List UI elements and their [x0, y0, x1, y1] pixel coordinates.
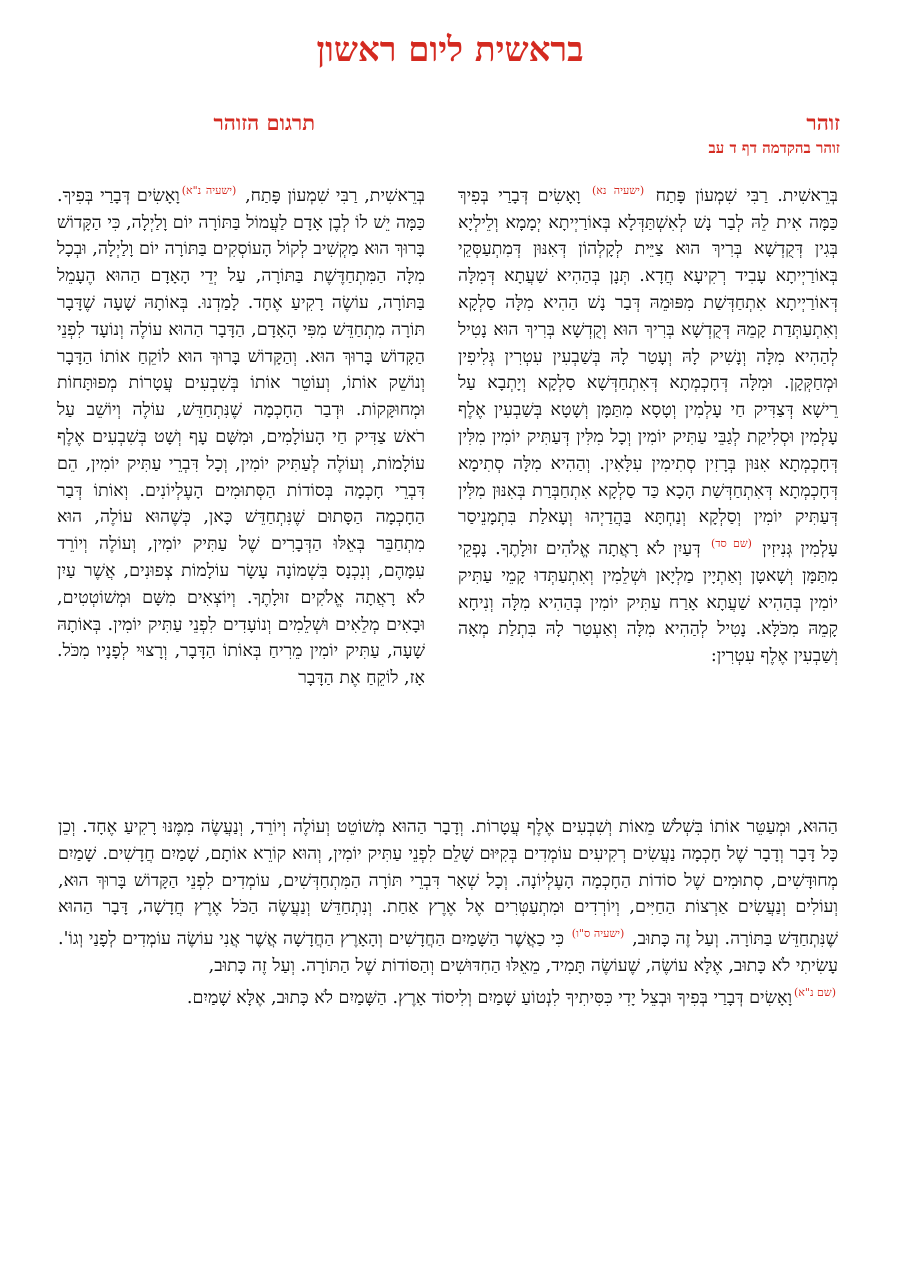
- zohar-text-part-1: בְּרֵאשִׁית. רַבִּי שִׁמְעוֹן פָּתַח: [655, 185, 838, 206]
- page-title: בראשית ליום ראשון: [316, 30, 584, 70]
- footnote-reference: (שם נ"א): [794, 985, 836, 999]
- targum-text-part-2: וָאָשִׂים דְּבָרַי בְּפִיךָ. כַּמָּה יֵשׁ לוֹ לְבֶן אָדָם לַעֲמוֹל בַּתּוֹרָה יוֹם וָלַיְלָה, כִּי הַקָּדוֹשׁ בָּרוּךְ הוּא מַקְשִׁיב לְקוֹל הָעוֹסְקִים בַּתּוֹרָה יוֹם וָלַיְלָה, וּבְכָל מִלָּה הַמִּתְחַדֶּשֶׁת בַּתּוֹרָה, עַל יְדֵי הָאָדָם הַהוּא הֶעָמֵל בַּתּוֹרָה, עוֹשֶׂה רָקִיעַ אֶחָד. לָמַדְנוּ. בְּאוֹתָהּ שָׁעָה שֶׁדָּבָר תּוֹרָה מִתְחַדֵּשׁ מִפִּי הָאָדָם, הַדָּבָר הַהוּא עוֹלֶה וְנוֹעָד לִפְנֵי הַקָּדוֹשׁ בָּרוּךְ הוּא. וְהַקָּדוֹשׁ בָּרוּךְ הוּא לוֹקֵחַ אוֹתוֹ הַדָּבָר וְנוֹשֵׁק אוֹתוֹ, וְעוֹטֵר אוֹתוֹ בְּשִׁבְעִים עֲטָרוֹת מְפוּתָּחוֹת וּמְחוּקָּקוֹת. וּדְבַר הַחָכְמָה שֶׁנִּתְחַדֵּשׁ, עוֹלֶה וְיוֹשֵׁב עַל רֹאשׁ צַדִּיק חַי הָעוֹלָמִים, וּמִשָּׁם עָף וְשָׁט בְּשִׁבְעִים אֶלֶף עוֹלָמוֹת, וְעוֹלֶה לְעַתִּיק יוֹמִין, וְכָל דִּבְרֵי עַתִּיק יוֹמִין, הֵם דִּבְרֵי חָכְמָה בְּסוֹדוֹת הַסְּתוּמִים הָעֶלְיוֹנִים. וְאוֹתוֹ דְּבַר הַחָכְמָה הַסָּתוּם שֶׁנִּתְחַדֵּשׁ כָּאן, כְּשֶׁהוּא עוֹלֶה, הוּא מִתְחַבֵּר בְּאֵלּוּ הַדְּבָרִים שֶׁל עַתִּיק יוֹמִין, וְעוֹלֶה וְיוֹרֵד עִמָּהֶם, וְנִכְנָס בִּשְׁמוֹנָה עָשָׂר עוֹלָמוֹת צְפוּנִים, אֲשֶׁר עַיִן לֹא רָאֲתָה אֱלֹקִים זוּלָתֶךָ. וְיוֹצְאִים מִשָּׁם וּמְשׁוֹטְטִים, וּבָאִים מְלֵאִים וּשְׁלֵמִים וְנוֹעָדִים לִפְנֵי עַתִּיק יוֹמִין. בְּאוֹתָהּ שָׁעָה, עַתִּיק יוֹמִין מֵרִיחַ בְּאוֹתוֹ הַדָּבָר, וְרָצוּי לְפָנָיו מִכֹּל. אָז, לוֹקֵחַ אֶת הַדָּבָר: [57, 185, 425, 689]
- footnote-reference: (ישעיה ס"ו): [571, 927, 625, 941]
- targum-continuation-text: [58, 814, 838, 1210]
- footnote-reference: (ישעיה נ"א): [181, 184, 237, 197]
- continuation-part-1: הַהוּא, וּמְעַטֵּר אוֹתוֹ בִּשְׁלֹשׁ מֵאוֹת וְשִׁבְעִים אֶלֶף עֲטָרוֹת. וְדָבָר הַהוּא מְשׁוֹטֵט וְעוֹלֶה וְיוֹרֵד, וְנַעֲשֶׂה מִמֶּנּוּ רָקִיעַ אֶחָד. וְכֵן כָּל דָּבָר וְדָבָר שֶׁל חָכְמָה נַעֲשִׂים רְקִיעִים עוֹמְדִים בְּקִיּוּם שָׁלֵם לִפְנֵי עַתִּיק יוֹמִין, וְהוּא קוֹרֵא אוֹתָם, שָׁמַיִם חֲדָשִׁים. שָׁמַיִם מְחוּדָּשִׁים, סְתוּמִים שֶׁל סוֹדוֹת הַחָכְמָה הָעֶלְיוֹנָה. וְכָל שְׁאָר דִּבְרֵי תּוֹרָה הַמִּתְחַדְּשִׁים, עוֹמְדִים לִפְנֵי הַקָּדוֹשׁ בָּרוּךְ הוּא, וְעוֹלִים וְנַעֲשִׂים אַרְצוֹת הַחַיִּים, וְיוֹרְדִים וּמִתְעַטְּרִים אֶל אֶרֶץ אַחַת. וְנִתְחַדֵּשׁ וְנַעֲשֶׂה הַכֹּל אֶרֶץ חֲדָשָׁה, דָּבָר הַהוּא שֶׁנִּתְחַדֵּשׁ בַּתּוֹרָה. וְעַל זֶה כָּתוּב,: [58, 817, 838, 950]
- zohar-text-part-3: דְּעַיִן לֹא רָאֲתָה אֱלֹהִים זוּלָתֶךָ. נָפְקֵי מִתַּמָּן וְשָׁאטָן וְאַתְיָין מַלְיָאן וּשְׁלֵמִין וְאִתְעַתְּדוּ קָמֵי עַתִּיק יוֹמִין בְּהַהִיא שַׁעֲתָא אָרַח עַתִּיק יוֹמִין בְּהַהִיא מִלָּה וְנִיחָא קָמֵהּ מִכֹּלָּא. נָטִיל לְהַהִיא מִלָּה וְאַעְטַר לָהּ בִּתְלַת מְאָה וְשַׁבְעִין אֶלֶף עִטְרִין:: [458, 539, 838, 667]
- targum-heading: תרגום הזוהר: [213, 110, 315, 135]
- zohar-text-column: [458, 178, 838, 788]
- footnote-reference: (ישעיה נא): [591, 184, 645, 197]
- targum-text-part-1: בְּרֵאשִׁית, רַבִּי שִׁמְעוֹן פָּתַח,: [245, 185, 425, 206]
- zohar-text-part-2: וָאָשִׂים דְּבָרַי בְּפִיךְ כַּמָּה אִית לֵהּ לְבַר נָשׁ לְאִשְׁתַּדְּלָא בְּאוֹרַיְיתָא יְמָמָא וְלֵילְיָא בְּגִין דְּקֻדְשָׁא בְּרִיךְ הוּא צַיֵּית לְקָלְהוֹן דְּאִנּוּן דְּמִתְעַסְּקֵי בְּאוֹרַיְיתָא עָבִיד רְקִיעָא חֲדָא. תְּנָן בְּהַהִיא שַׁעֲתָא דְּמִלָּה דְּאוֹרַיְיתָא אִתְחַדְּשַׁת מִפּוּמֵהּ דְּבַר נָשׁ הַהִיא מִלָּה סַלְקָא וְאִתְעַתְּדַת קָמֵהּ דְּקֻדְשָׁא בְּרִיךְ הוּא וְקֻדְשָׁא בְּרִיךְ הוּא נָטִיל לְהַהִיא מִלָּה וְנָשִׁיק לָהּ וְעָטַר לָהּ בְּשַׁבְעִין עִטְרִין גְּלִיפִין וּמְחַקְּקָן. וּמִלָּה דְּחָכְמְתָא דְּאִתְחַדְּשָׁא סַלְקָא וְיָתְבָא עַל רֵישָׁא דְּצַדִּיק חַי עָלְמִין וְטָסָא מִתַּמָּן וְשָׁטָא בְּשַׁבְעִין אֶלֶף עָלְמִין וּסְלִיקַת לְגַבֵּי עַתִּיק יוֹמִין וְכָל מִלִּין דְּעַתִּיק יוֹמִין מִלִּין דְּחָכְמְתָא אִנּוּן בְּרָזִין סְתִימִין עִלָּאִין. וְהַהִיא מִלָּה סְתִימָא דְּחָכְמְתָא דְּאִתְחַדְּשַׁת הָכָא כַּד סַלְקָא אִתְחַבְּרַת בְּאִנּוּן מִלִּין דְּעַתִּיק יוֹמִין וְסַלְקָא וְנַחְתָּא בַּהֲדַיְהוּ וְעָאלַת בִּתְמָנֵיסַר עָלְמִין גְּנִיזִין: [458, 185, 838, 560]
- continuation-part-2: כִּי כַאֲשֶׁר הַשָּׁמַיִם הַחֲדָשִׁים וְהָאָרֶץ הַחֲדָשָׁה אֲשֶׁר אֲנִי עוֹשֶׂה עוֹמְדִים לְפָנַי וְגוֹ'. עָשִׂיתִי לֹא כָּתוּב, אֶלָּא עוֹשֶׂה, שֶׁעוֹשֶׂה תָּמִיד, מֵאֵלּוּ הַחִדּוּשִׁים וְהַסּוֹדוֹת שֶׁל הַתּוֹרָה. וְעַל זֶה כָּתוּב,: [58, 929, 838, 976]
- footnote-reference: (שם סד): [710, 537, 752, 551]
- targum-text-column: [57, 178, 425, 818]
- continuation-part-3: וָאָשִׂים דְּבָרַי בְּפִיךָ וּבְצֵל יָדִי כִּסִּיתִיךָ לִנְטוֹעַ שָׁמַיִם וְלִיסוֹד אָרֶץ. הַשָּׁמַיִם לֹא כָּתוּב, אֶלָּא שָׁמַיִם.: [186, 987, 793, 1008]
- source-reference: זוהר בהקדמה דף ד עב: [708, 139, 840, 157]
- zohar-heading: זוהר: [806, 110, 840, 135]
